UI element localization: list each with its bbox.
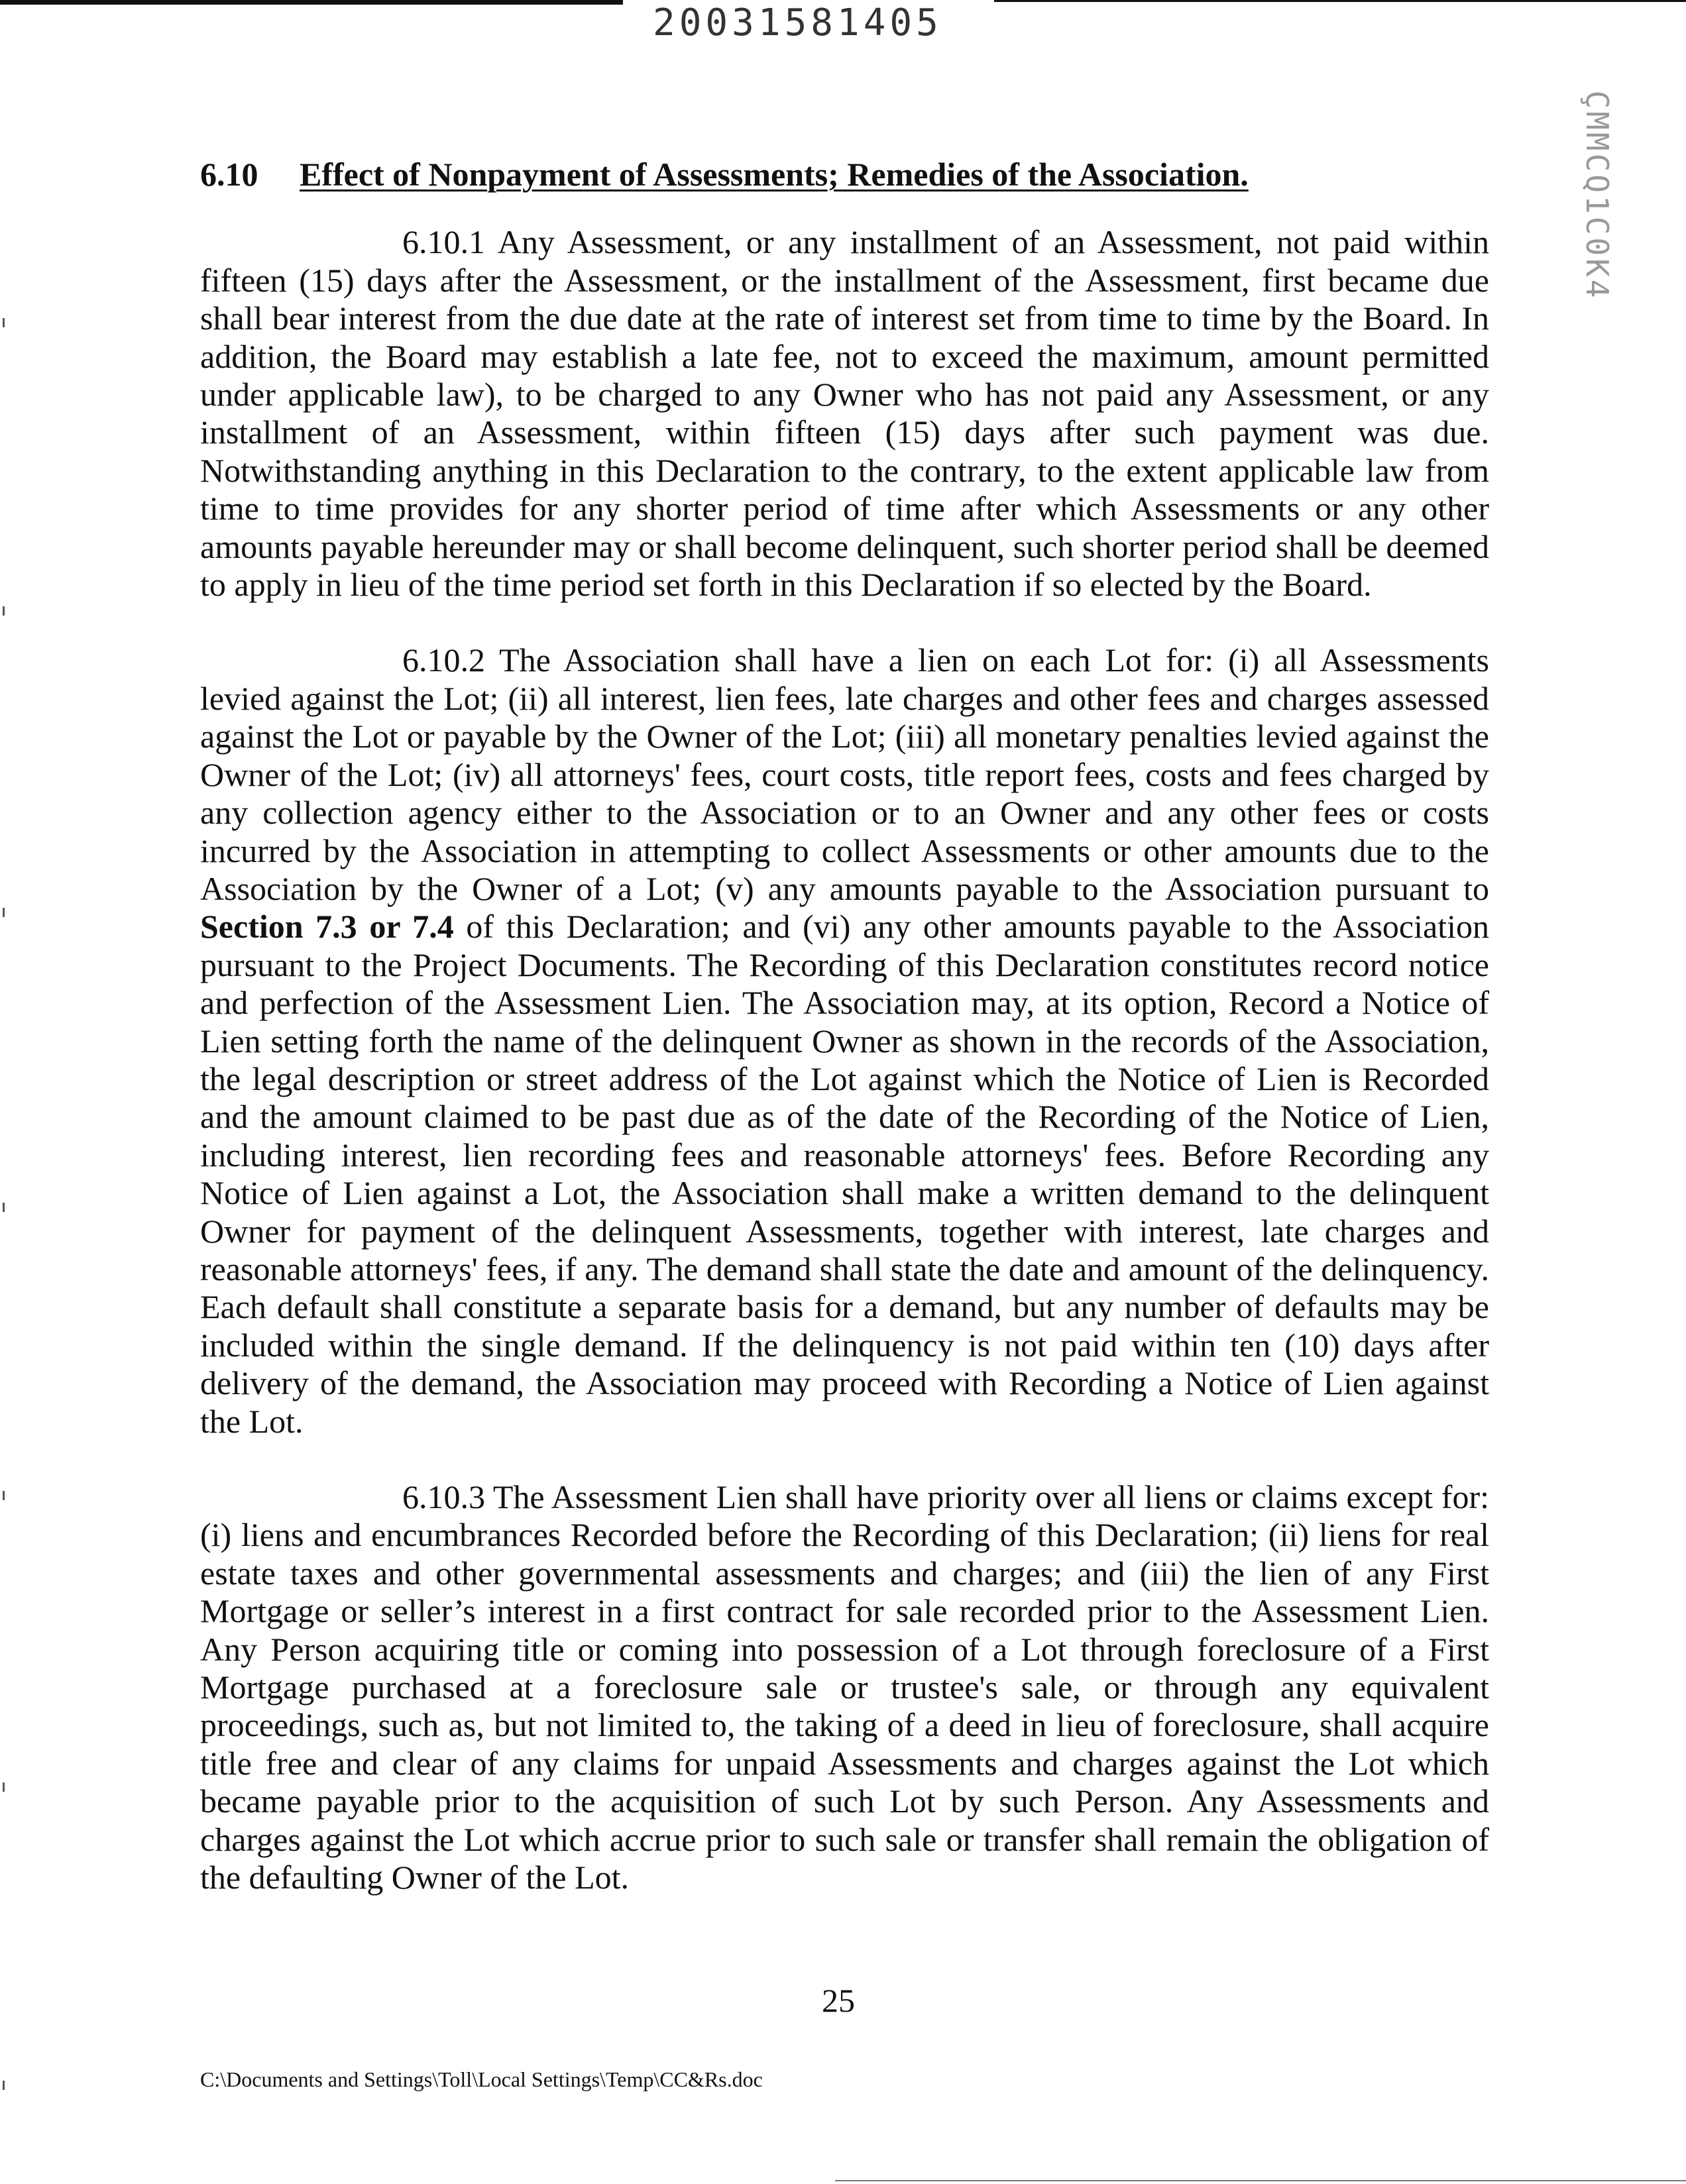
margin-mark	[3, 318, 5, 327]
footer-file-path: C:\Documents and Settings\Toll\Local Settings\Temp\CC&Rs.doc	[200, 2067, 763, 2091]
paragraph-6-10-2	[200, 641, 1489, 1441]
section-reference: Section 7.3 or 7.4	[200, 908, 454, 946]
top-rule-right	[994, 0, 1686, 2]
margin-mark	[3, 1491, 5, 1500]
bottom-rule	[835, 2180, 1686, 2181]
margin-mark	[3, 908, 5, 917]
section-title: Effect of Nonpayment of Assessments; Remedies of the Association.	[300, 156, 1249, 193]
margin-mark	[3, 606, 5, 616]
side-stamp-text: ÇMMCQ1C0K4	[1579, 90, 1615, 301]
margin-mark	[3, 1782, 5, 1792]
margin-mark	[3, 2081, 5, 2090]
top-rule	[0, 0, 623, 5]
side-stamp	[1571, 86, 1624, 305]
paragraph-6-10-2-part1: 6.10.2 The Association shall have a lien on each Lot for: (i) all Assessments levied against the Lot; (ii) all interest, lien fees, late charges and other fees and charges assessed against the Lot or payable by the Owner of the Lot; (iii) all monetary penalties levied against the Owner of the Lot; (iv) all attorneys' fees, court costs, title report fees, costs and fees charged by any collection agency either to the Association or to an Owner and any other fees or costs incurred by the Association in attempting to collect Assessments or other amounts due to the Association by the Owner of a Lot; (v) any amounts payable to the Association pursuant to	[200, 641, 1489, 907]
paragraph-6-10-2-part2: of this Declaration; and (vi) any other amounts payable to the Association pursuant to the Project Documents. The Recording of this Declaration constitutes record notice and perfection of the Assessment Lien. The Association may, at its option, Record a Notice of Lien setting forth the name of the delinquent Owner as shown in the records of the Association, the legal description or street address of the Lot against which the Notice of Lien is Recorded and the amount claimed to be past due as of the date of the Recording of the Notice of Lien, including interest, lien recording fees and reasonable attorneys' fees. Before Recording any Notice of Lien against a Lot, the Association shall make a written demand to the delinquent Owner for payment of the delinquent Assessments, together with interest, late charges and reasonable attorneys' fees, if any. The demand shall state the date and amount of the delinquency. Each default shall constitute a separate basis for a demand, but any number of defaults may be included within the single demand. If the delinquency is not paid within ten (10) days after delivery of the demand, the Association may proceed with Recording a Notice of Lien against the Lot.	[200, 908, 1489, 1440]
document-number: 20031581405	[653, 1, 942, 44]
paragraph-6-10-1: 6.10.1 Any Assessment, or any installment of an Assessment, not paid within fifteen (15) days after the Assessment, or the installment of the Assessment, first became due shall bear interest from the due date at the rate of interest set from time to time by the Board. In addition, the Board may establish a late fee, not to exceed the maximum, amount permitted under applicable law), to be charged to any Owner who has not paid any Assessment, or any installment of an Assessment, within fifteen (15) days after such payment was due. Notwithstanding anything in this Declaration to the contrary, to the extent applicable law from time to time provides for any shorter period of time after which Assessments or any other amounts payable hereunder may or shall become delinquent, such shorter period shall be deemed to apply in lieu of the time period set forth in this Declaration if so elected by the Board.	[200, 223, 1489, 604]
section-heading	[200, 156, 1489, 193]
document-body	[200, 156, 1489, 1934]
margin-mark	[3, 1203, 5, 1212]
section-number: 6.10	[200, 156, 258, 193]
paragraph-6-10-3: 6.10.3 The Assessment Lien shall have priority over all liens or claims except for: (i) liens and encumbrances Recorded before the Recording of this Declaration; (ii) liens for real estate taxes and other governmental assessments and charges; and (iii) the lien of any First Mortgage or seller’s interest in a first contract for sale recorded prior to the Assessment Lien. Any Person acquiring title or coming into possession of a Lot through foreclosure of a First Mortgage purchased at a foreclosure sale or trustee's sale, or through any equivalent proceedings, such as, but not limited to, the taking of a deed in lieu of foreclosure, shall acquire title free and clear of any claims for unpaid Assessments and charges against the Lot which became payable prior to the acquisition of such Lot by such Person. Any Assessments and charges against the Lot which accrue prior to such sale or transfer shall remain the obligation of the defaulting Owner of the Lot.	[200, 1478, 1489, 1896]
page-number: 25	[822, 1982, 855, 2019]
